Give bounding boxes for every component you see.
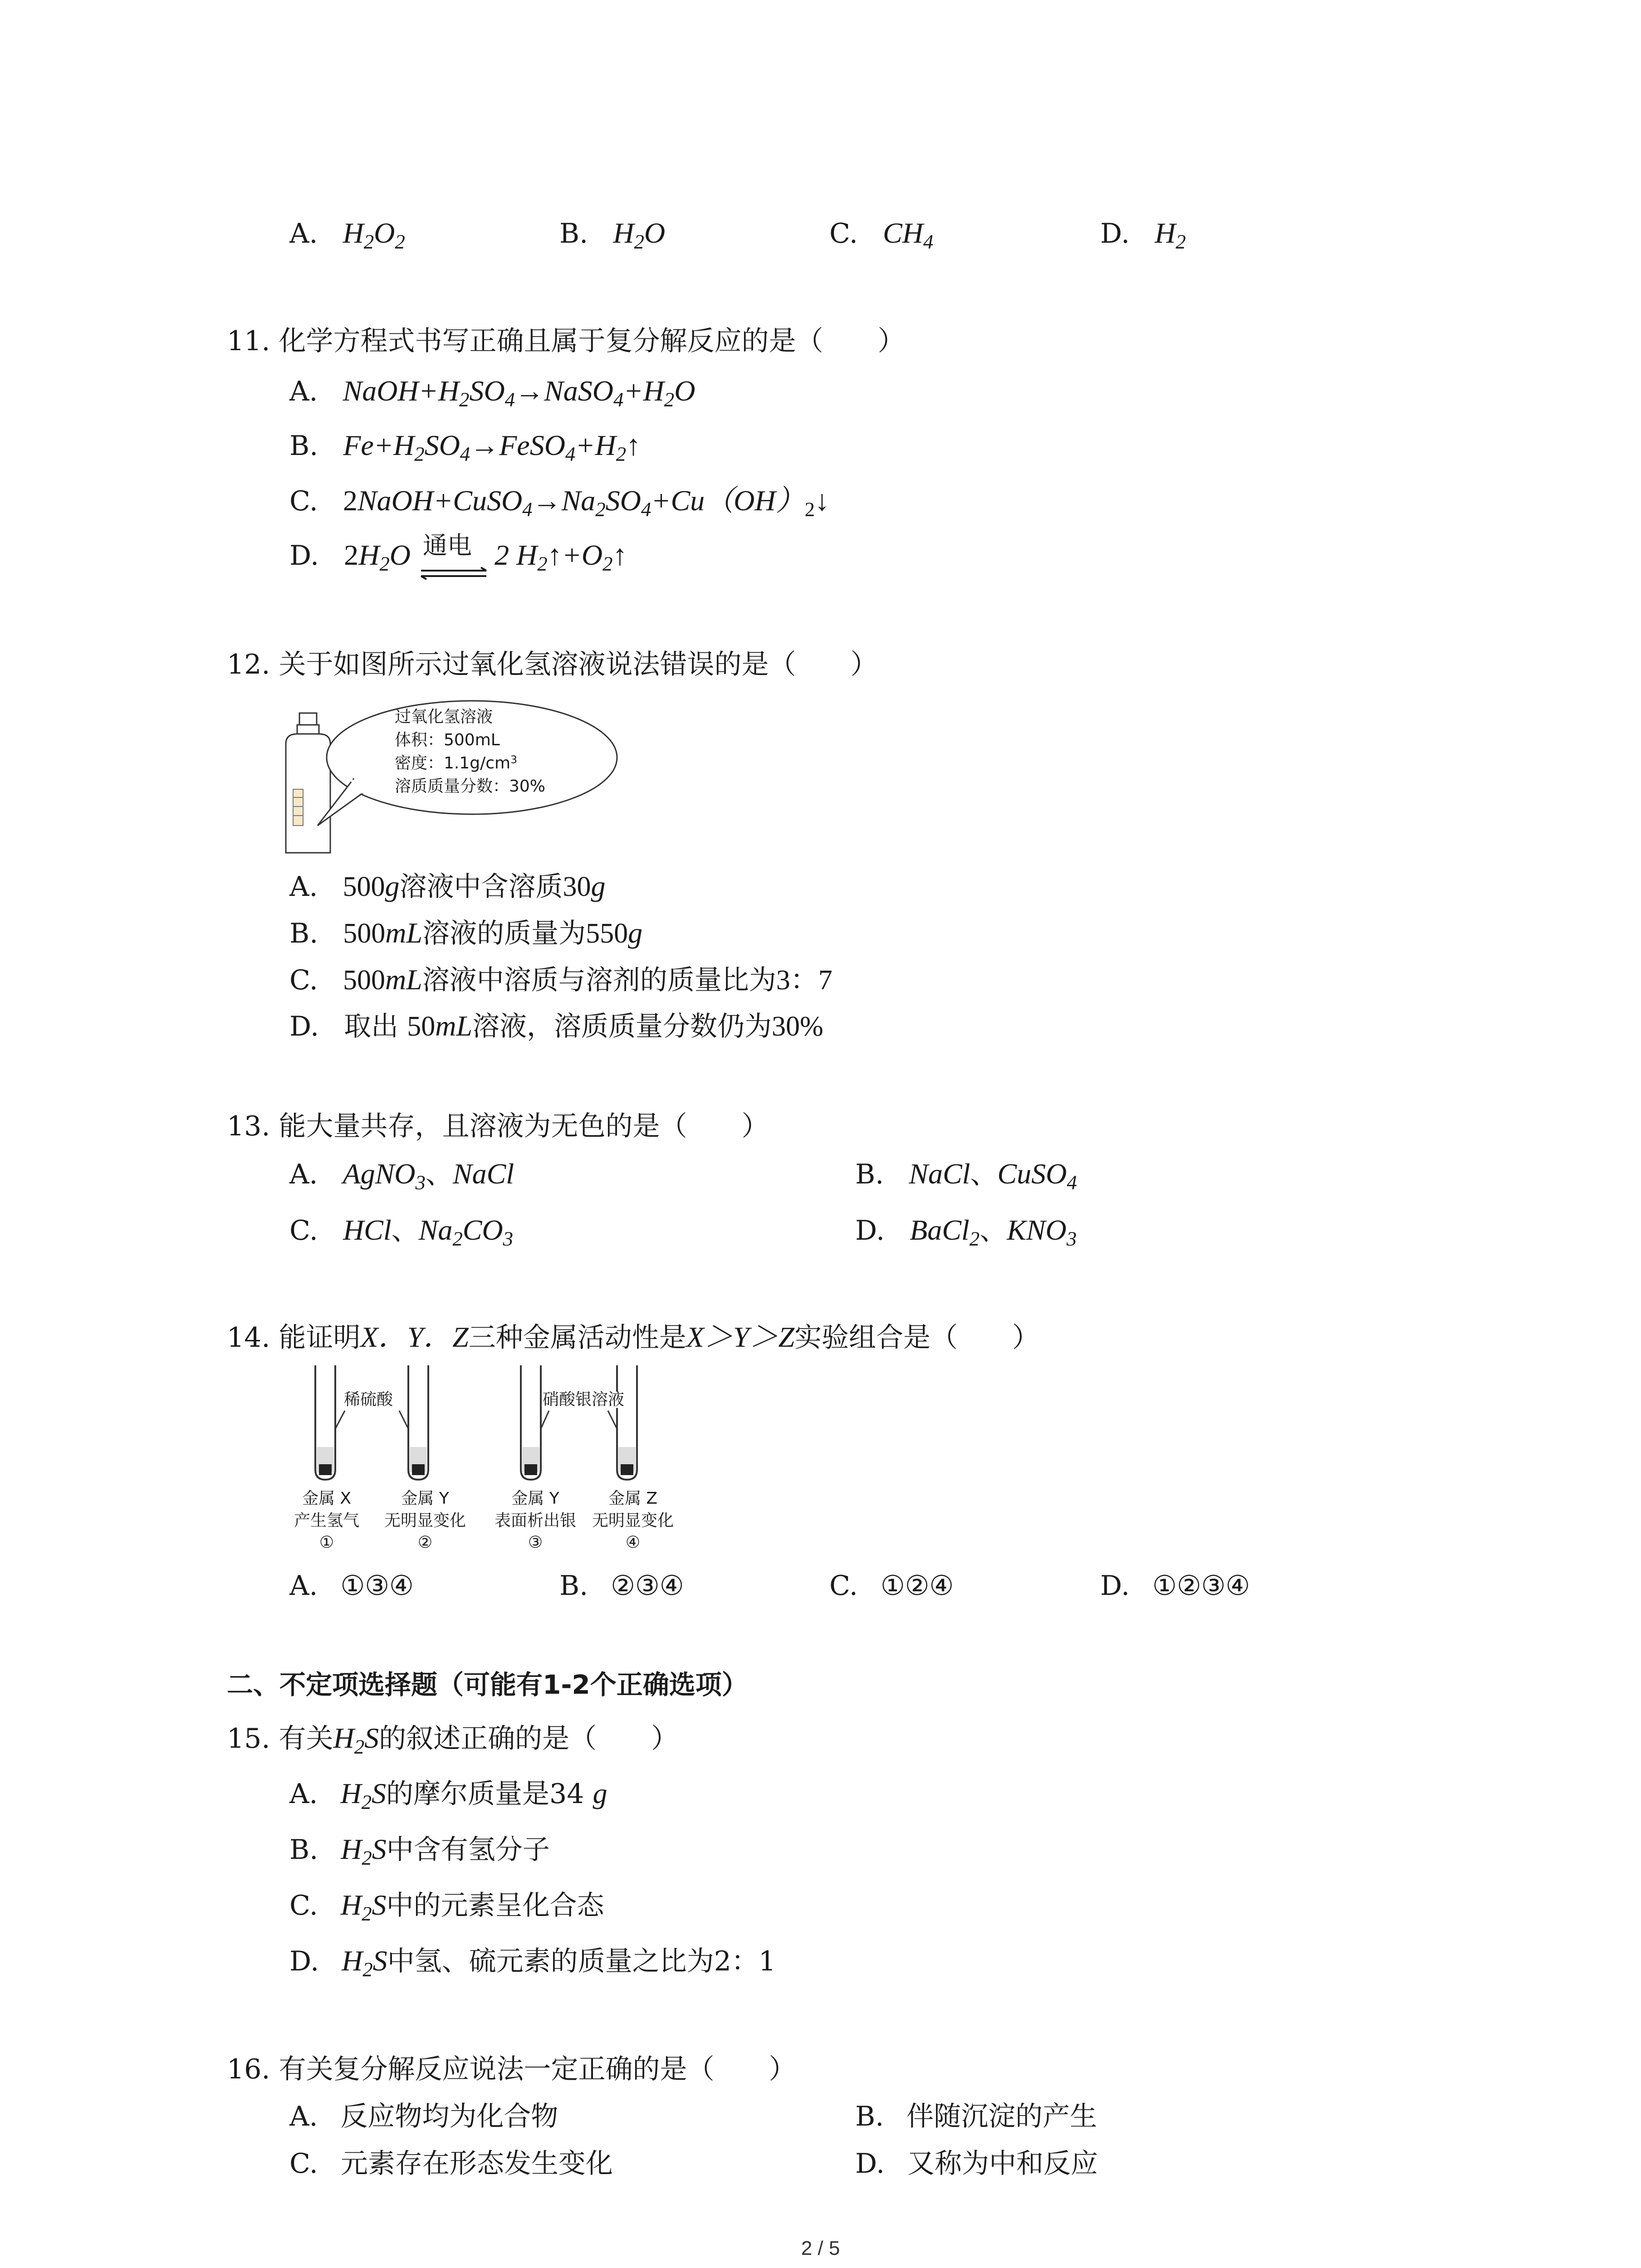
q14-option-d: D. ①②③④ [1100,1570,1250,1602]
q10-option-c [829,217,934,253]
q11-stem: 11. 化学方程式书写正确且属于复分解反应的是（ ） [227,325,905,357]
tube-2-caption: 金属 Y 无明显变化 ② [384,1489,466,1552]
option-label: A. [289,376,318,407]
q16-option-a: A. 反应物均为化合物 [289,2101,558,2132]
q16-stem: 16. 有关复分解反应说法一定正确的是（ ） [227,2053,796,2085]
q14-stem: 14. 能证明X．Y．Z三种金属活动性是X＞Y＞Z实验组合是（ ） [227,1321,1040,1354]
q14-option-a: A. ①③④ [289,1570,414,1602]
q14-option-c: C. ①②④ [829,1570,954,1602]
q12-stem: 12. 关于如图所示过氧化氢溶液说法错误的是（ ） [227,649,878,680]
option-label: C. [289,1215,318,1246]
q11-option-b [289,429,641,465]
formula: $H_2$ [1155,217,1186,253]
q10-option-a [289,217,405,253]
q10-option-b [559,217,666,253]
equation: $2H_2O$ [344,539,411,575]
q11-option-a [289,375,696,411]
q15-stem: 15. 有关$H_2S$的叙述正确的是（ ） [227,1722,679,1758]
equilibrium-arrow-icon [417,567,490,581]
q16-option-c: C. 元素存在形态发生变化 [289,2148,613,2180]
formula: $CH_4$ [882,217,934,253]
option-label: D. [289,540,319,572]
tube-4-caption: 金属 Z 无明显变化 ④ [592,1489,674,1552]
test-tube-experiment-figure [272,1361,717,1492]
option-label: C. [829,218,858,249]
tube-3-caption: 金属 Y 表面析出银 ③ [495,1489,577,1552]
q15-option-c: C. $H_2S$中的元素呈化合态 [289,1889,604,1925]
q12-option-b: B. 500mL溶液的质量为550g [289,917,643,949]
formula: $H_2O_2$ [343,217,405,253]
equation: $Fe+H_2SO_4\to FeSO_4+H_2↑$ [343,429,641,465]
option-label: B. [289,918,318,949]
q16-option-b: B. 伴随沉淀的产生 [855,2101,1097,2132]
equation: $NaOH+H_2SO_4\to NaSO_4+H_2O$ [343,375,696,411]
q10-option-d [1100,217,1186,253]
section-heading: 二、不定项选择题（可能有1-2个正确选项） [227,1669,748,1700]
q12-option-a: A. 500g溶液中含溶质30g [289,870,606,903]
equation: $2NaOH+CuSO_4\to Na_2SO_4+Cu(OH)_2↓$ [343,484,829,521]
q13-stem: 13. 能大量共存，且溶液为无色的是（ ） [227,1110,769,1142]
q13-option-d: D. BaCl$_2$、$KNO_3$ [855,1214,1077,1250]
option-label: A. [289,1158,318,1190]
page-number: 2 / 5 [801,2237,840,2259]
q13-option-b: B. NaCl、CuSO$_4$ [855,1158,1077,1194]
option-label: A. [289,871,318,903]
option-label: D. [855,1215,885,1246]
label-dilute-sulfuric-acid: 稀硫酸 [344,1390,393,1409]
q11-option-d [289,539,411,575]
q15-option-b: B. $H_2S$中含有氢分子 [289,1833,550,1869]
reaction-condition: 通电 [423,531,472,560]
q13-option-c: C. HCl、$Na_2CO_3$ [289,1214,514,1250]
bubble-line-fraction: 溶质质量分数：30% [395,777,546,796]
q12-option-c: C. 500mL溶液中溶质与溶剂的质量比为3：7 [289,963,833,996]
option-label: A. [289,218,318,249]
q14-option-b: B. ②③④ [559,1570,684,1602]
q12-option-d: D. 取出 50mL溶液，溶质质量分数仍为30% [289,1010,823,1042]
option-label: C. [289,964,318,996]
option-label: B. [855,1158,884,1190]
bubble-line-density: 密度：$1.1g/cm^3$ [395,753,517,772]
label-silver-nitrate: 硝酸银溶液 [543,1390,625,1409]
q15-option-d: D. $H_2S$中氢、硫元素的质量之比为2：1 [289,1945,776,1981]
option-label: B. [289,430,318,462]
q16-option-d: D. 又称为中和反应 [855,2148,1098,2180]
tube-1-caption: 金属 X 产生氢气 ① [294,1489,359,1552]
option-label: B. [559,218,588,249]
formula: $H_2O$ [613,217,666,253]
option-label: D. [1100,218,1130,249]
bubble-line-title: 过氧化氢溶液 [395,708,493,726]
option-label: D. [289,1011,319,1042]
q15-option-a: A. $H_2S$的摩尔质量是34 g [289,1777,607,1813]
option-label: C. [289,485,318,517]
q11-option-c [289,484,829,521]
q11-d-products: 2 $H_2↑+O_2↑$ [495,539,627,575]
bubble-line-volume: 体积：500mL [395,731,500,749]
q13-option-a: A. AgNO$_3$、NaCl [289,1158,514,1194]
